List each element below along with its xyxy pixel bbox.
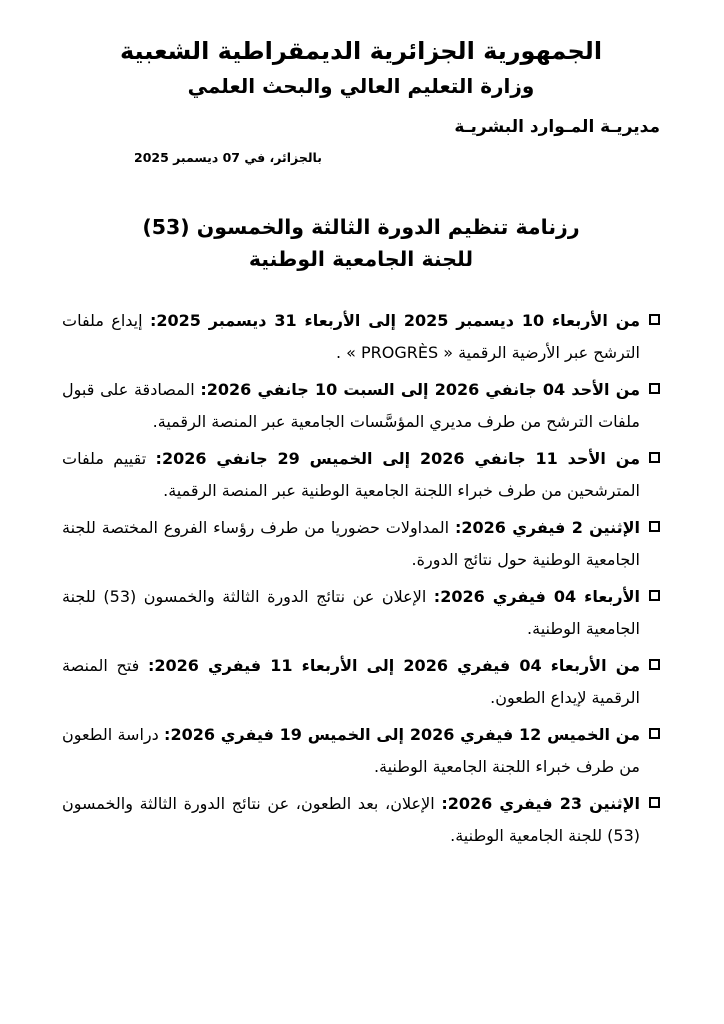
square-bullet-icon (649, 797, 660, 808)
ministry-heading: وزارة التعليم العالي والبحث العلمي (187, 74, 535, 98)
schedule-item (62, 788, 660, 852)
square-bullet-icon (649, 452, 660, 463)
schedule-item (62, 443, 660, 507)
item-date-range: الإثنين 23 فيفري 2026: (441, 794, 641, 813)
republic-heading: الجمهورية الجزائرية الديمقراطية الشعبية (119, 37, 603, 65)
schedule-item-text (62, 788, 640, 852)
place-date-line: بالجزائر، في 07 ديسمبر 2025 (134, 150, 322, 165)
item-date-range: من الأحد 11 جانفي 2026 إلى الخميس 29 جانفي 2026: (155, 449, 641, 468)
item-description: المصادقة على قبول ملفات الترشح من طرف مديري المؤسَّسات الجامعية عبر المنصة الرقمية. (62, 380, 640, 431)
schedule-item-text (62, 581, 640, 645)
schedule-item-text (62, 512, 640, 576)
item-description: الإعلان، بعد الطعون، عن نتائج الدورة الثالثة والخمسون (53) للجنة الجامعية الوطنية. (62, 794, 640, 845)
department-line: مديريـة المـوارد البشريـة (454, 117, 660, 137)
square-bullet-icon (649, 590, 660, 601)
item-date-range: من الأربعاء 04 فيفري 2026 إلى الأربعاء 11 فيفري 2026: (147, 656, 640, 675)
item-description: تقييم ملفات المترشحين من طرف خبراء اللجنة الجامعية الوطنية عبر المنصة الرقمية. (62, 449, 640, 500)
item-date-range: من الأربعاء 10 ديسمبر 2025 إلى الأربعاء 31 ديسمبر 2025: (149, 311, 641, 330)
document-title-line1: رزنامة تنظيم الدورة الثالثة والخمسون (53) (142, 215, 580, 239)
document-title (62, 211, 660, 275)
schedule-item-text (62, 443, 640, 507)
document-title-line2: للجنة الجامعية الوطنية (248, 247, 474, 271)
item-description: فتح المنصة الرقمية لإيداع الطعون. (62, 656, 640, 707)
item-description: الإعلان عن نتائج الدورة الثالثة والخمسون (53) للجنة الجامعية الوطنية. (62, 587, 640, 638)
square-bullet-icon (649, 314, 660, 325)
item-date-range: الأربعاء 04 فيفري 2026: (433, 587, 640, 606)
schedule-list (62, 305, 660, 852)
item-date-range: من الخميس 12 فيفري 2026 إلى الخميس 19 فيفري 2026: (164, 725, 641, 744)
schedule-item-text (62, 374, 640, 438)
schedule-item (62, 305, 660, 369)
square-bullet-icon (649, 383, 660, 394)
schedule-item (62, 650, 660, 714)
item-date-range: من الأحد 04 جانفي 2026 إلى السبت 10 جانفي 2026: (200, 380, 641, 399)
item-date-range: الإثنين 2 فيفري 2026: (454, 518, 641, 537)
schedule-item (62, 581, 660, 645)
square-bullet-icon (649, 659, 660, 670)
schedule-item (62, 719, 660, 783)
schedule-item-text (62, 719, 640, 783)
schedule-item (62, 512, 660, 576)
schedule-item-text (62, 305, 640, 369)
item-description: دراسة الطعون من طرف خبراء اللجنة الجامعية الوطنية. (62, 725, 640, 776)
item-description: إيداع ملفات الترشح عبر الأرضية الرقمية « PROGRÈS » . (62, 311, 640, 362)
schedule-item-text (62, 650, 640, 714)
schedule-item (62, 374, 660, 438)
square-bullet-icon (649, 728, 660, 739)
square-bullet-icon (649, 521, 660, 532)
item-description: المداولات حضوريا من طرف رؤساء الفروع المختصة للجنة الجامعية الوطنية حول نتائج الدورة. (62, 518, 640, 569)
